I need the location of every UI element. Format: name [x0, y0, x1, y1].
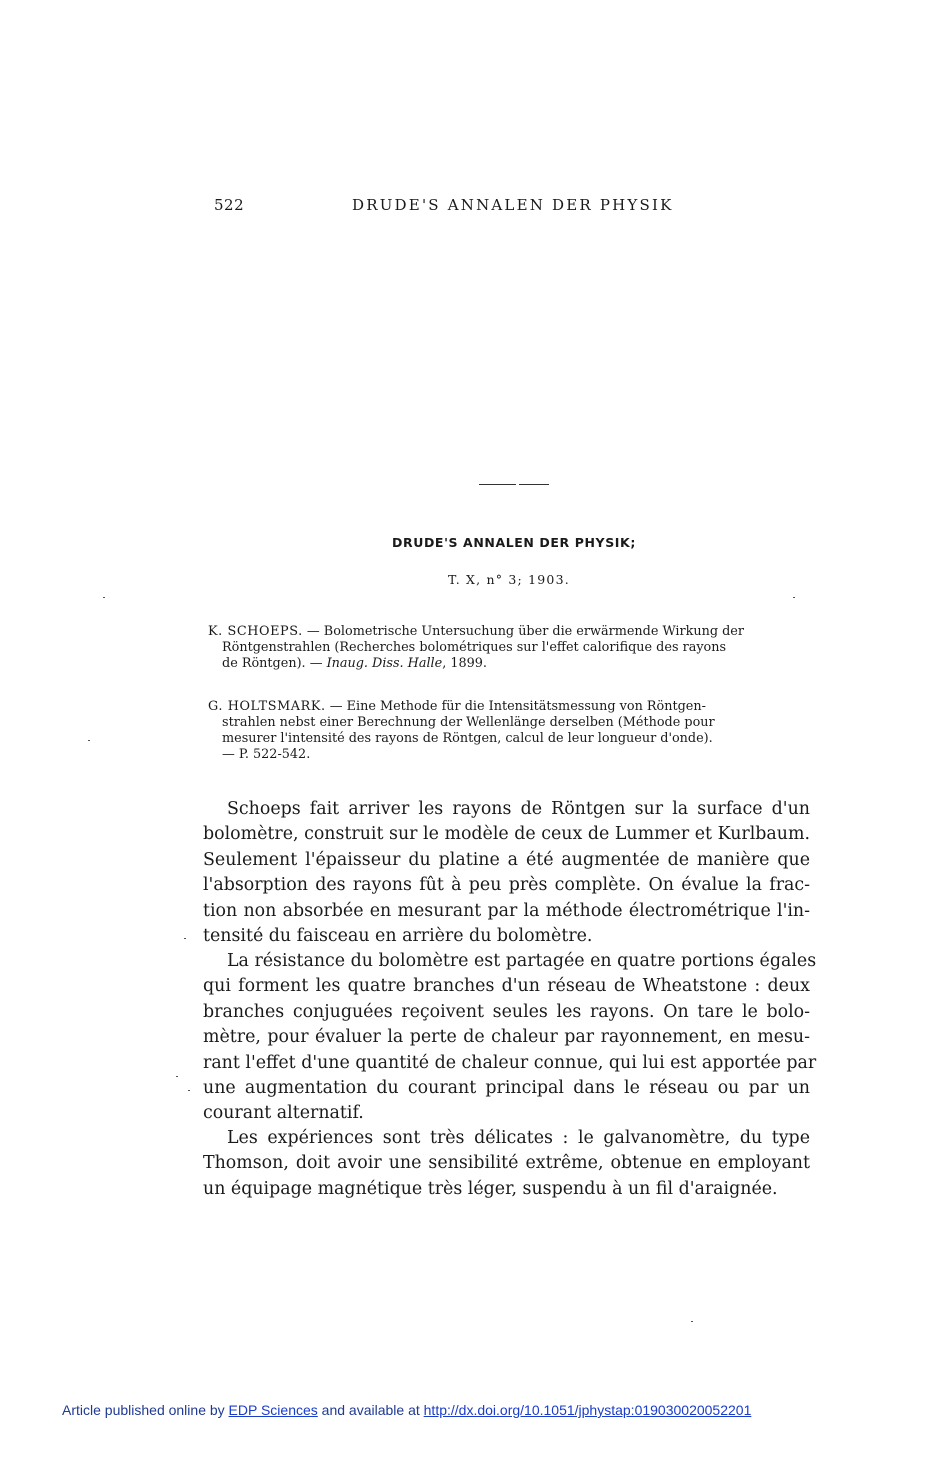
text-line: Seulement l'épaisseur du platine a été augmentée de manière que [203, 849, 810, 870]
reference-author: G. HOLTSMARK. [208, 699, 326, 714]
text-line: branches conjuguées reçoivent seules les rayons. On tare le bolo- [203, 1001, 810, 1022]
paragraph-2 [203, 949, 817, 1127]
section-divider [479, 484, 549, 485]
text-line: Thomson, doit avoir une sensibilité extrême, obtenue en employant [203, 1153, 810, 1174]
text-line: Schoeps fait arriver les rayons de Röntgen sur la surface d'un [227, 799, 810, 819]
scan-speck [188, 1090, 190, 1091]
text-line: mètre, pour évaluer la perte de chaleur par rayonnement, en mesu- [203, 1027, 810, 1048]
text-line: qui forment les quatre branches d'un réseau de Wheatstone : deux [203, 976, 810, 997]
footer-middle: and available at [317, 1402, 424, 1418]
scan-speck [691, 1321, 693, 1322]
footer-prefix: Article published online by [62, 1402, 229, 1418]
text-line: tensité du faisceau en arrière du bolomètre. [203, 926, 593, 947]
section-title: DRUDE'S ANNALEN DER PHYSIK; [392, 535, 636, 550]
volume-line: T. X, n° 3; 1903. [448, 572, 570, 587]
text-line: une augmentation du courant principal dans le réseau ou par un [203, 1078, 810, 1099]
footer-publication-note [62, 1402, 751, 1418]
doi-link[interactable]: http://dx.doi.org/10.1051/jphystap:019030020052201 [423, 1402, 752, 1418]
reference-journal: Inaug. Diss. Halle [326, 656, 443, 671]
reference-line: — P. 522-542. [222, 747, 311, 762]
reference-line: mesurer l'intensité des rayons de Röntgen, calcul de leur longueur d'onde). [222, 731, 713, 746]
text-line: tion non absorbée en mesurant par la méthode électrométrique l'in- [203, 900, 810, 921]
paragraph-1 [203, 797, 810, 949]
reference-holtsmark [208, 699, 814, 763]
text-line: un équipage magnétique très léger, suspendu à un fil d'araignée. [203, 1178, 778, 1199]
scan-speck [88, 740, 90, 741]
running-head: DRUDE'S ANNALEN DER PHYSIK [352, 196, 674, 214]
reference-line: — Bolometrische Untersuchung über die erwärmende Wirkung der [306, 624, 744, 639]
reference-line: Röntgenstrahlen (Recherches bolométriques sur l'effet calorifique des rayons [222, 640, 727, 655]
publisher-link[interactable]: EDP Sciences [228, 1402, 318, 1418]
reference-line: strahlen nebst einer Berechnung der Wellenlänge derselben (Méthode pour [222, 715, 715, 730]
scan-speck [103, 597, 105, 598]
scan-speck [176, 1076, 178, 1077]
reference-line: — Eine Methode für die Intensitätsmessung von Röntgen- [329, 699, 706, 714]
reference-year: , 1899. [442, 656, 488, 671]
paragraph-3 [203, 1126, 810, 1202]
text-line: rant l'effet d'une quantité de chaleur connue, qui lui est apportée par [203, 1052, 817, 1073]
text-line: l'absorption des rayons fût à peu près complète. On évalue la frac- [203, 875, 810, 896]
text-line: La résistance du bolomètre est partagée en quatre portions égales [227, 951, 817, 971]
reference-author: K. SCHOEPS. [208, 624, 303, 639]
page-number: 522 [214, 196, 245, 214]
scan-speck [184, 938, 186, 939]
section-divider-gap [516, 483, 519, 486]
reference-line: de Röntgen). — [222, 656, 327, 671]
reference-schoeps [208, 624, 814, 672]
text-line: courant alternatif. [203, 1103, 364, 1124]
scan-speck [793, 597, 795, 598]
text-line: Les expériences sont très délicates : le galvanomètre, du type [227, 1128, 810, 1148]
text-line: bolomètre, construit sur le modèle de ceux de Lummer et Kurlbaum. [203, 824, 810, 845]
